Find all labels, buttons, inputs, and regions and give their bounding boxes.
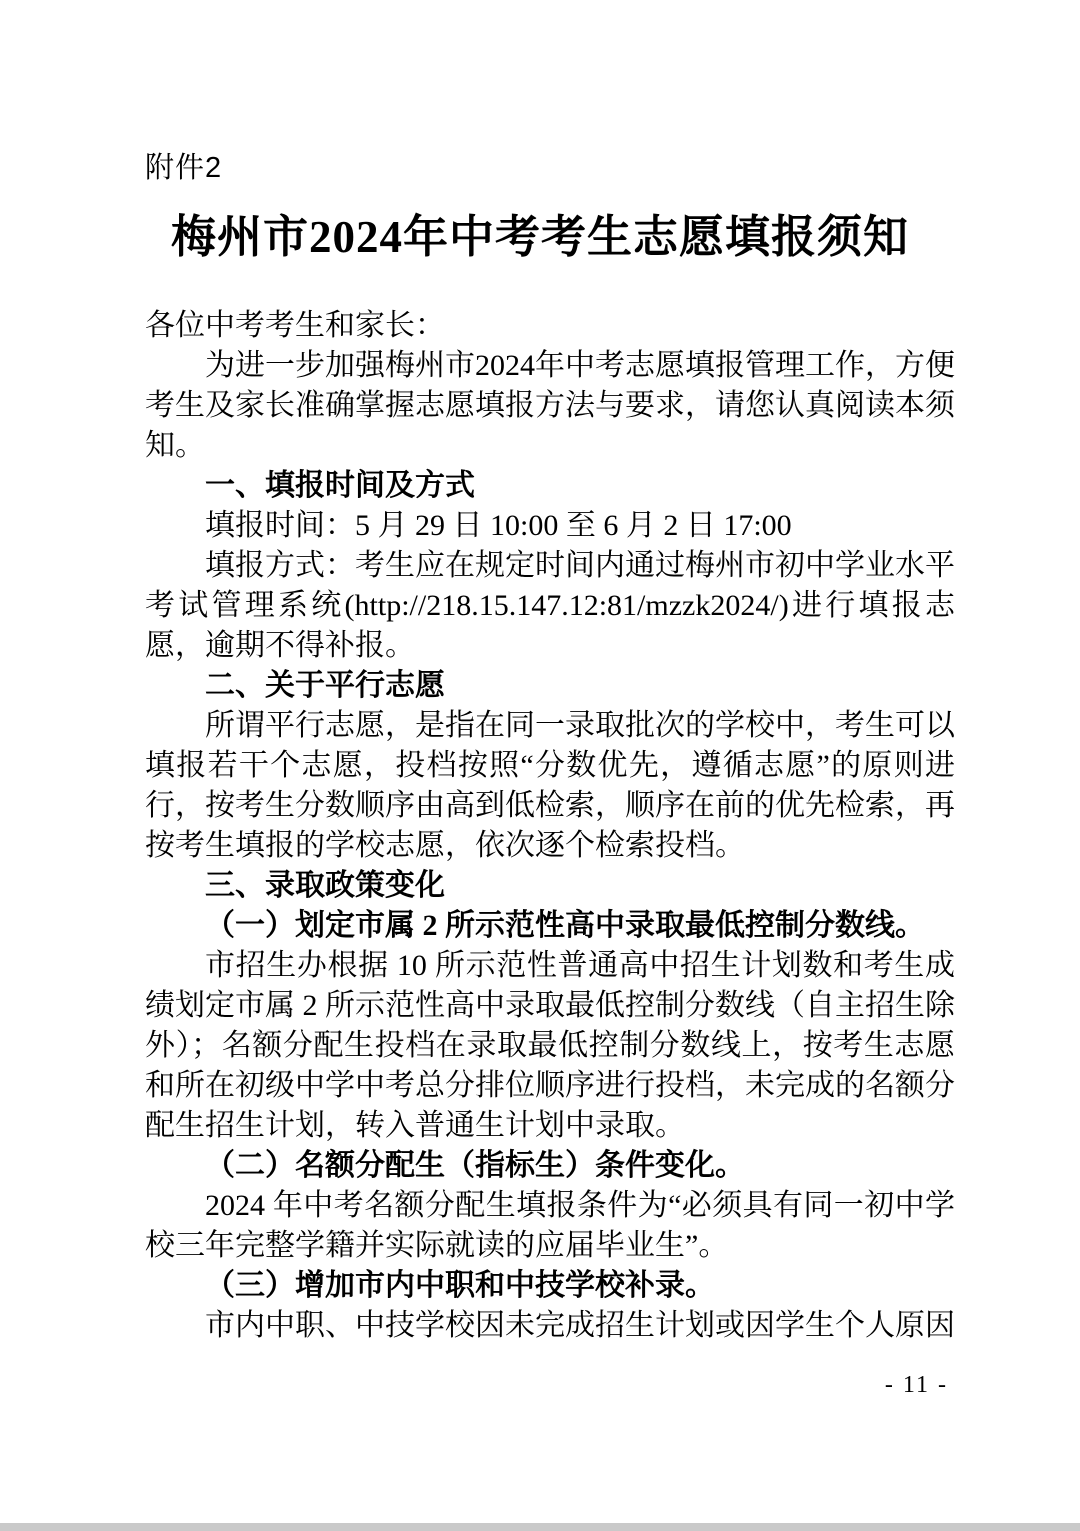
subsection-heading-min-score-line: （一）划定市属 2 所示范性高中录取最低控制分数线。 (205, 909, 925, 942)
subsection-heading-supplementary-admission: （三）增加市内中职和中技学校补录。 (205, 1269, 715, 1302)
section-heading-policy-changes: 三、录取政策变化 (205, 869, 445, 902)
section-heading-time-method: 一、填报时间及方式 (205, 469, 475, 502)
paragraph-filing-time: 填报时间：5 月 29 日 10:00 至 6 月 2 日 17:00 (205, 509, 792, 542)
paragraph-quota-condition: 2024 年中考名额分配生填报条件为“必须具有同一初中学校三年完整学籍并实际就读的应届毕业生”。 (145, 1189, 955, 1262)
page-bottom-edge-strip (0, 1523, 1080, 1531)
attachment-label: 附件2 (145, 152, 223, 184)
paragraph-min-score-line: 市招生办根据 10 所示范性普通高中招生计划数和考生成绩划定市属 2 所示范性高中录取最低控制分数线（自主招生除外）；名额分配生投档在录取最低控制分数线上，按考生志愿和所在初级中学中考总分排位顺序进行投档，未完成的名额分配生招生计划，转入普通生计划中录取。 (145, 949, 955, 1142)
paragraph-supplementary-admission: 市内中职、中技学校因未完成招生计划或因学生个人原因 (205, 1309, 955, 1342)
page-number: - 11 - (884, 1372, 948, 1398)
paragraph-filing-method: 填报方式：考生应在规定时间内通过梅州市初中学业水平考试管理系统(http://218.15.147.12:81/mzzk2024/)进行填报志愿，逾期不得补报。 (145, 549, 955, 662)
subsection-heading-quota-condition: （二）名额分配生（指标生）条件变化。 (205, 1149, 745, 1182)
section-heading-parallel-volunteer: 二、关于平行志愿 (205, 669, 445, 702)
document-body (145, 306, 955, 1346)
intro-paragraph: 为进一步加强梅州市2024年中考志愿填报管理工作，方便考生及家长准确掌握志愿填报方法与要求，请您认真阅读本须知。 (145, 349, 955, 462)
page-title: 梅州市2024年中考考生志愿填报须知 (170, 212, 909, 262)
salutation-line: 各位中考考生和家长： (145, 309, 445, 342)
paragraph-parallel-volunteer: 所谓平行志愿，是指在同一录取批次的学校中，考生可以填报若干个志愿，投档按照“分数优先，遵循志愿”的原则进行，按考生分数顺序由高到低检索，顺序在前的优先检索，再按考生填报的学校志愿，依次逐个检索投档。 (145, 709, 955, 862)
